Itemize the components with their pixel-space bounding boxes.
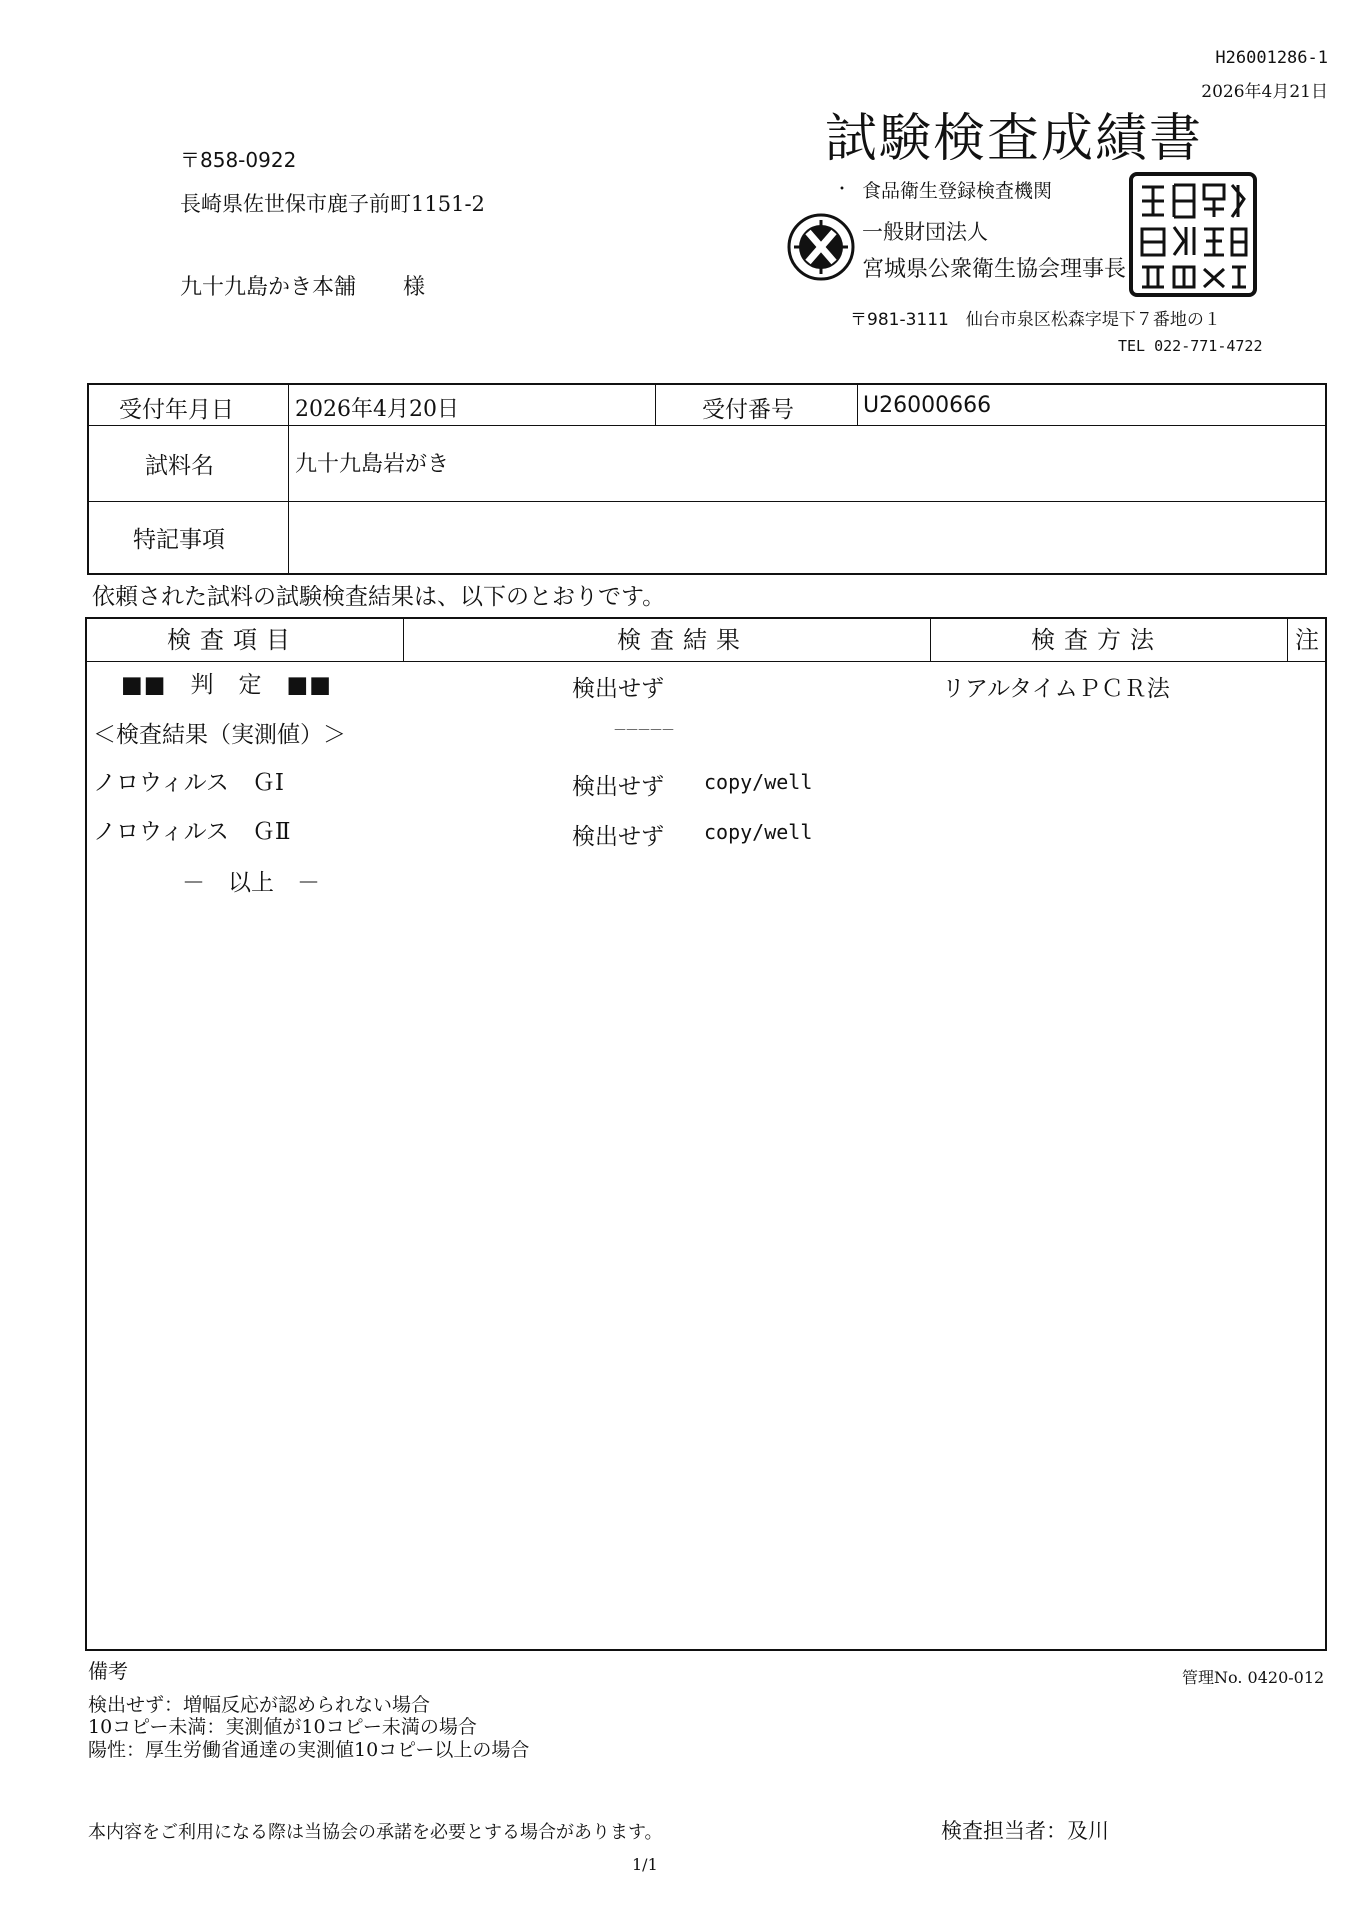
- note-line: 10コピー未満：実測値が10コピー未満の場合: [88, 1716, 477, 1738]
- document-number: H26001286-1: [1215, 48, 1328, 68]
- sample-name-label: 試料名: [145, 453, 214, 479]
- page-number: 1/1: [632, 1855, 658, 1874]
- note-line: 検出せず：増幅反応が認められない場合: [88, 1694, 431, 1716]
- row-gii-unit: copy/well: [704, 820, 813, 844]
- recipient-postal: 〒858-0922: [180, 148, 297, 172]
- disclaimer: 本内容をご利用になる際は当協会の承諾を必要とする場合があります。: [88, 1822, 663, 1843]
- page-title: 試験検査成績書: [825, 109, 1204, 169]
- management-number: 管理No. 0420-012: [1182, 1668, 1325, 1687]
- header-item: 検査項目: [167, 626, 299, 654]
- bullet-dot: ・: [834, 179, 851, 198]
- header-note: 注: [1295, 626, 1319, 654]
- intro-text: 依頼された試料の試験検査結果は、以下のとおりです。: [92, 584, 666, 610]
- results-table: [85, 617, 1327, 1651]
- sample-name-value: 九十九島岩がき: [295, 452, 450, 477]
- recipient-suffix: 様: [403, 275, 426, 300]
- header-result: 検査結果: [617, 626, 749, 654]
- official-seal-stamp: [1128, 171, 1258, 298]
- recipient-address: 長崎県佐世保市鹿子前町1151-2: [180, 192, 485, 216]
- issue-date: 2026年4月21日: [1201, 82, 1328, 102]
- row-gii-result: 検出せず: [572, 824, 664, 850]
- row-measured-header: ＜検査結果（実測値）＞: [93, 722, 346, 748]
- row-judgement-method: リアルタイムＰＣＲ法: [942, 676, 1170, 702]
- note-line: 陽性：厚生労働省通達の実測値10コピー以上の場合: [88, 1739, 530, 1761]
- remarks-label: 特記事項: [133, 527, 225, 553]
- issuer-type: 一般財団法人: [862, 220, 988, 244]
- issuer-tel: TEL 022-771-4722: [1118, 337, 1263, 355]
- reception-info-table: [87, 383, 1327, 575]
- received-date-label: 受付年月日: [119, 397, 234, 423]
- row-gii-item: ノロウィルス ＧⅡ: [93, 819, 291, 845]
- row-end-marker: － 以上 －: [182, 870, 320, 896]
- row-judgement-item: ■■ 判 定 ■■: [121, 672, 332, 698]
- row-gi-item: ノロウィルス ＧⅠ: [93, 770, 285, 796]
- row-measured-dashes: －－－－－: [613, 723, 673, 739]
- inspector: 検査担当者：及川: [941, 1819, 1109, 1843]
- notes-heading: 備考: [88, 1659, 128, 1683]
- issuer-registration: 食品衛生登録検査機関: [862, 180, 1053, 202]
- issuer-address: 〒981-3111 仙台市泉区松森字堤下７番地の１: [850, 310, 1221, 330]
- row-gi-result: 検出せず: [572, 774, 664, 800]
- row-gi-unit: copy/well: [704, 770, 813, 794]
- received-date-value: 2026年4月20日: [295, 397, 459, 422]
- recipient-name: 九十九島かき本舗: [180, 275, 357, 300]
- received-no-value: U26000666: [863, 393, 992, 418]
- row-judgement-result: 検出せず: [572, 676, 664, 702]
- organization-logo-icon: [786, 212, 856, 282]
- issuer-name: 宮城県公衆衛生協会理事長: [862, 257, 1127, 282]
- received-no-label: 受付番号: [702, 397, 794, 423]
- header-method: 検査方法: [1031, 626, 1163, 654]
